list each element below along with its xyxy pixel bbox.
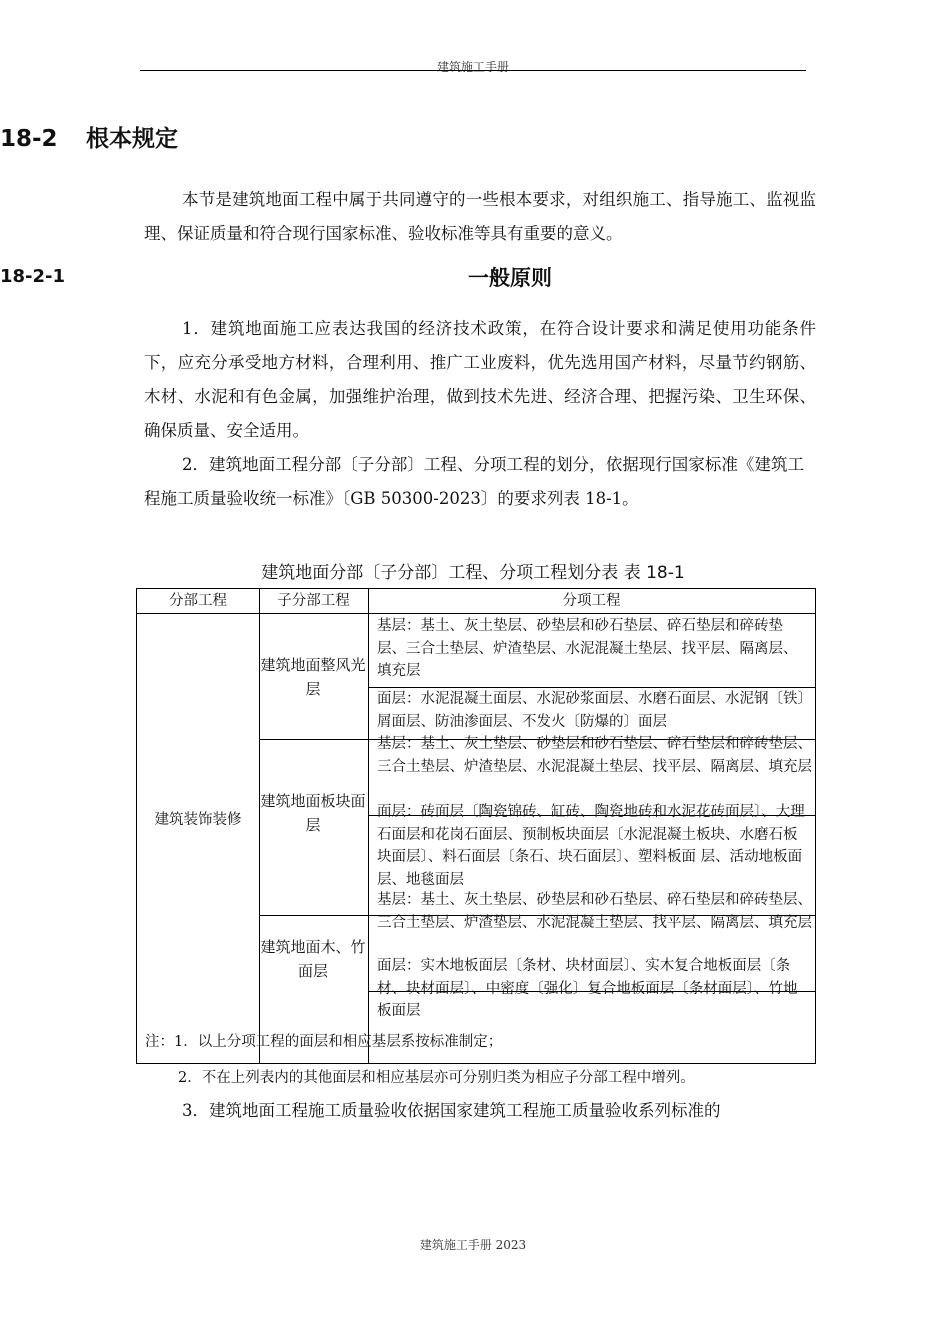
sub2-surface-cell: 面层：砖面层〔陶瓷锦砖、缸砖、陶瓷地砖和水泥花砖面层〕、大理石面层和花岗石面层、预制板块面层〔水泥混凝土板块、水磨石板块面层〕、料石面层〔条石、块石面层〕、塑料板面 层、活动地板面层、地毯面层 [377, 804, 805, 888]
subdivision-1-name: 建筑地面整风光层 [260, 656, 366, 698]
table-note-2: 2．不在上列表内的其他面层和相应基层亦可分别归类为相应子分部工程中增列。 [178, 1070, 695, 1086]
header-subdivision: 子分部工程 [277, 593, 350, 609]
sub3-surface-cell: 面层：实木地板面层〔条材、块材面层〕、实木复合地板面层〔条材、块材面层〕、中密度〔强化〕复合地板面层〔条材面层〕、竹地板面层 [377, 958, 798, 1019]
sub1-surface-cell: 面层：水泥混凝土面层、水泥砂浆面层、水磨石面层、水泥钢〔铁〕屑面层、防油渗面层、不发火〔防爆的〕面层 [377, 691, 805, 730]
header-item: 分项工程 [562, 593, 621, 609]
subsection-title: 一般原则 [468, 266, 552, 290]
sub3-base-cell: 基层：基土、灰土垫层、砂垫层和砂石垫层、碎石垫层和碎砖垫层、三合土垫层、炉渣垫层、水泥混凝土垫层、找平层、隔离层、填充层 [377, 892, 812, 931]
header-row-rule [137, 613, 815, 614]
sub1-base-cell: 基层：基土、灰土垫层、砂垫层和砂石垫层、碎石垫层和碎砖垫层、三合土垫层、炉渣垫层、水泥混凝土垫层、找平层、隔离层、填充层 [377, 618, 798, 679]
table-note-1: 注：1．以上分项工程的面层和相应基层系按标准制定； [145, 1034, 503, 1050]
table-caption: 建筑地面分部〔子分部〕工程、分项工程划分表 表 18-1 [261, 563, 685, 583]
sub2-base-cell: 基层：基土、灰土垫层、砂垫层和砂石垫层、碎石垫层和碎砖垫层、三合土垫层、炉渣垫层、水泥混凝土垫层、找平层、隔离层、填充层 [377, 736, 812, 775]
subsection-number: 18-2-1 [0, 266, 66, 287]
division-table [136, 588, 816, 1064]
header-division: 分部工程 [169, 593, 227, 609]
section-title: 根本规定 [86, 126, 178, 152]
page-footer: 建筑施工手册 2023 [419, 1238, 527, 1252]
section-number: 18-2 [0, 126, 58, 152]
division-cell: 建筑装饰装修 [154, 812, 242, 828]
subdivision-2-name: 建筑地面板块面层 [260, 792, 366, 834]
header-rule [140, 70, 806, 71]
intro-paragraph: 本节是建筑地面工程中属于共同遵守的一些根本要求，对组织施工、指导施工、监视监理、保证质量和符合现行国家标准、验收标准等具有重要的意义。 [144, 190, 816, 243]
paragraph-3: 3．建筑地面工程施工质量验收依据国家建筑工程施工质量验收系列标准的 [182, 1101, 721, 1120]
page-header: 建筑施工手册 [436, 60, 509, 74]
paragraph-1: 1．建筑地面施工应表达我国的经济技术政策，在符合设计要求和满足使用功能条件下，应充分承受地方材料，合理利用、推广工业废料，优先选用国产材料，尽量节约钢筋、木材、水泥和有色金属，加强维护治理，做到技术先进、经济合理、把握污染、卫生环保、确保质量、安全适用。 [144, 319, 816, 440]
paragraph-2: 2．建筑地面工程分部〔子分部〕工程、分项工程的划分，依据现行国家标准《建筑工程施工质量验收统一标准》〔GB 50300-2023〕的要求列表 18-1。 [144, 455, 804, 508]
subdivision-3-name: 建筑地面木、竹面层 [260, 938, 366, 980]
section-heading [0, 120, 178, 153]
